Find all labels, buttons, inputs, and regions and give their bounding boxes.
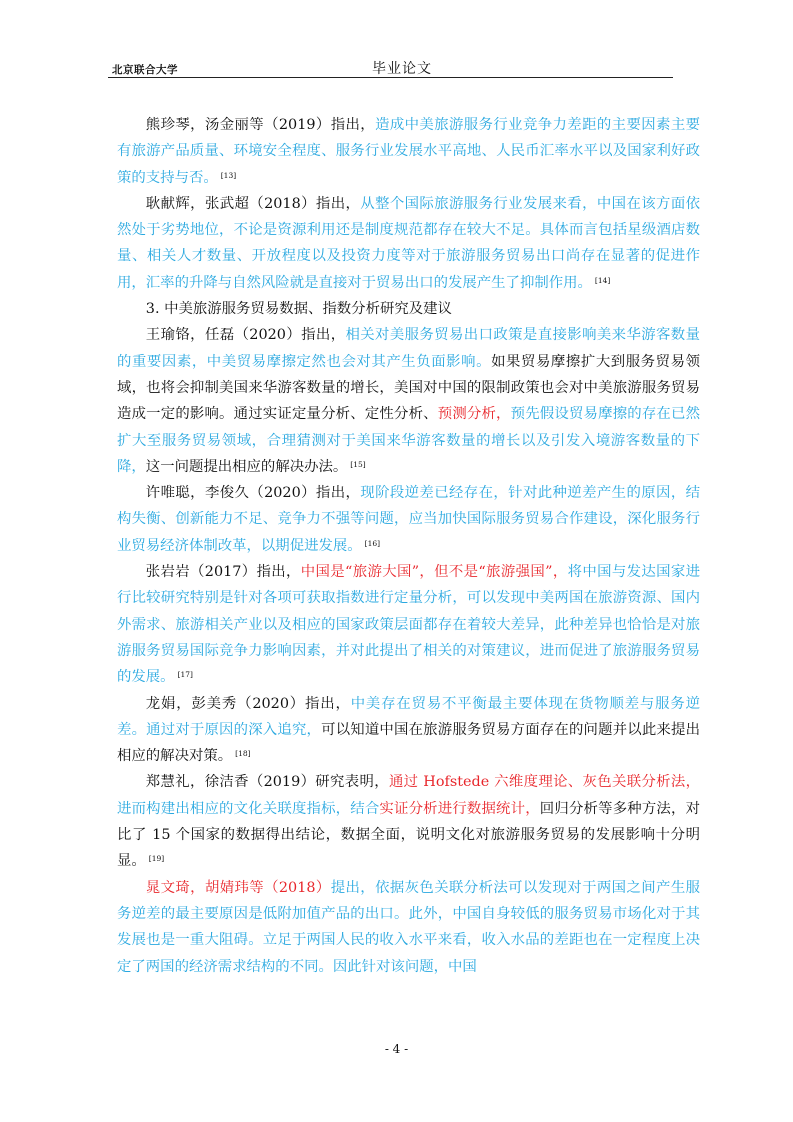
paragraph: [117, 691, 700, 770]
citation-reference: [14]: [594, 275, 611, 285]
text-run: 如果贸易摩擦扩大到服务贸易领域，也将会抑制美国来华游客数量的增长，美国对中国的限制政策也会对中美旅游服务贸易造成一定的影响。通过实证定量分析、定性分析、: [117, 353, 700, 423]
text-run: 龙娟，彭美秀（2020）指出，: [145, 695, 351, 712]
text-run: 熊珍琴，汤金丽等（2019）指出，: [145, 117, 376, 133]
highlight-cyan-text: 从整个国际旅游服务行业发展来看，中国在该方面依然处于劣势地位，不论是资源利用还是制度规范都存在较大不足。具体而言包括星级酒店数量、相关人才数量、开放程度以及投资力度等对于旅游服务贸易出口尚存在显著的促进作用，汇率的升降与自然风险就是直接对于贸易出口的发展产生了抑制作用。: [117, 195, 700, 291]
header-thesis-title: 毕业论文: [372, 61, 432, 77]
highlight-cyan-text: 提出，依据灰色关联分析法可以发现对于两国之间产生服务逆差的最主要原因是低附加值产品的出口。此外，中国自身较低的服务贸易市场化对于其发展也是一重大阻碍。立足于两国人民的收入水平来看，收入水品的差距也在一定程度上决定了两国的经济需求结构的不同。因此针对该问题，中国: [117, 879, 700, 975]
paragraph: [117, 191, 700, 296]
highlight-red-text: 中国是“旅游大国”，但不是“旅游强国”，: [300, 564, 568, 581]
text-run: 回归分析等多种方法，对比了 15 个国家的数据得出结论，数据全面，说明文化对旅游服务贸易的发展影响十分明显。: [117, 800, 700, 870]
paragraph: [117, 559, 700, 690]
highlight-cyan-text: 造成中美旅游服务行业竞争力差距的主要因素主要有旅游产品质量、环境安全程度、服务行业发展水平高地、人民币汇率水平以及国家利好政策的支持与否。: [117, 117, 700, 186]
text-run: 3. 中美旅游服务贸易数据、指数分析研究及建议: [145, 301, 452, 318]
text-run: 这一问题提出相应的解决办法。: [145, 458, 348, 475]
paragraph: [117, 875, 700, 980]
page-number: - 4 -: [384, 1042, 409, 1056]
citation-reference: [19]: [148, 854, 165, 864]
highlight-cyan-text: 中美存在贸易不平衡最主要体现在货物顺差与服务逆差。通过对于原因的深入追究，: [117, 695, 700, 738]
paragraph: [117, 322, 700, 480]
highlight-cyan-text: 相关对美服务贸易出口政策是直接影响美来华游客数量的重要因素，中美贸易摩擦定然也会对其产生负面影响。: [117, 327, 700, 370]
header-divider: [108, 77, 673, 78]
highlight-red-text: 预测分析，: [437, 406, 511, 423]
text-run: 张岩岩（2017）指出，: [145, 564, 301, 581]
citation-reference: [15]: [350, 459, 366, 469]
citation-reference: [18]: [235, 749, 251, 759]
header-school-name: 北京联合大学: [112, 64, 178, 76]
highlight-cyan-text: 预先假设贸易摩擦的存在已然扩大至服务贸易领域，合理猜测对于美国来华游客数量的增长以及引发入境游客数量的下降，: [117, 406, 700, 475]
text-run: 耿献辉，张武超（2018）指出，: [145, 195, 361, 212]
citation-reference: [17]: [177, 670, 193, 680]
body-content: [117, 112, 700, 980]
citation-reference: [16]: [364, 538, 381, 548]
highlight-red-text: 通过 Hofstede 六维度理论、灰色关联分析法，: [388, 774, 701, 791]
text-run: 许唯聪，李俊久（2020）指出，: [145, 485, 361, 502]
paragraph: [117, 112, 700, 191]
text-run: 王瑜铬，任磊（2020）指出，: [145, 327, 346, 344]
citation-reference: [13]: [220, 170, 237, 180]
text-run: 郑慧礼，徐洁香（2019）研究表明，: [145, 774, 389, 791]
highlight-cyan-text: 进而构建出相应的文化关联度指标，结合: [117, 800, 380, 817]
paragraph: [117, 769, 700, 874]
highlight-red-text: 晁文琦，胡婧玮等（2018）: [145, 879, 331, 896]
highlight-red-text: 实证分析进行数据统计，: [379, 800, 540, 817]
highlight-cyan-text: 将中国与发达国家进行比较研究特别是针对各项可获取指数进行定量分析，可以发现中美两国在旅游资源、国内外需求、旅游相关产业以及相应的国家政策层面都存在着较大差异，此种差异也恰恰是对旅游服务贸易国际竞争力影响因素，并对此提出了相关的对策建议，进而促进了旅游服务贸易的发展。: [117, 564, 700, 686]
paragraph: [117, 296, 700, 322]
paragraph: [117, 480, 700, 559]
text-run: 可以知道中国在旅游服务贸易方面存在的问题并以此来提出相应的解决对策。: [117, 721, 700, 765]
highlight-cyan-text: 现阶段逆差已经存在，针对此种逆差产生的原因，结构失衡、创新能力不足、竞争力不强等问题，应当加快国际服务贸易合作建设，深化服务行业贸易经济体制改革，以期促进发展。: [117, 485, 700, 554]
